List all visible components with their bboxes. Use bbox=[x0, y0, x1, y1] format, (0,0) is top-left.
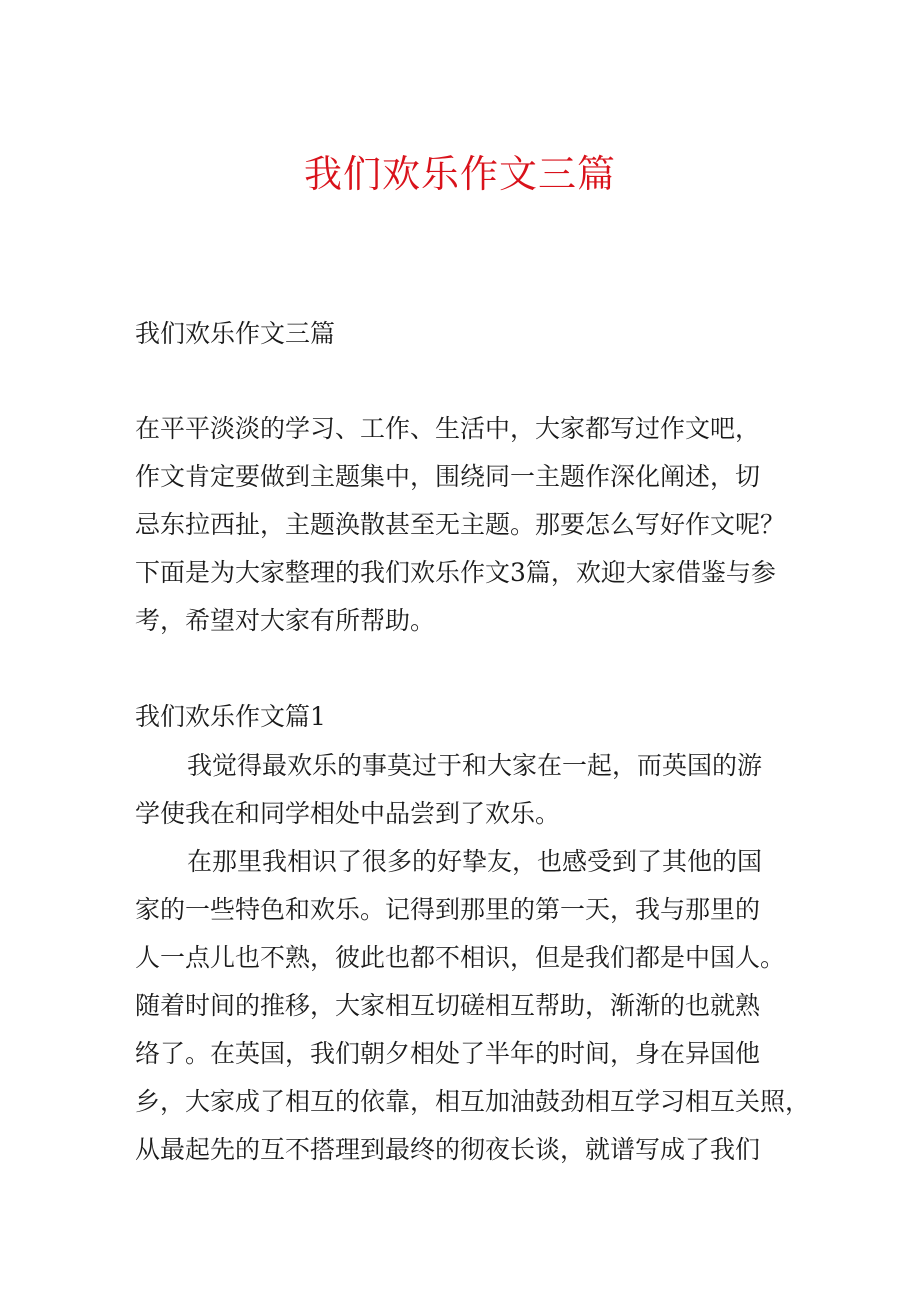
intro-line: 考，希望对大家有所帮助。 bbox=[135, 606, 436, 635]
paragraph-line: 从最起先的互不搭理到最终的彻夜长谈，就谱写成了我们 bbox=[135, 1135, 761, 1164]
paragraph-line: 络了。在英国，我们朝夕相处了半年的时间，身在异国他 bbox=[135, 1039, 761, 1068]
document-subtitle: 我们欢乐作文三篇 bbox=[135, 319, 336, 348]
paragraph-line: 学使我在和同学相处中品尝到了欢乐。 bbox=[135, 799, 561, 828]
paragraph-line: 人一点儿也不熟，彼此也都不相识，但是我们都是中国人。 bbox=[135, 943, 786, 972]
intro-line: 下面是为大家整理的我们欢乐作文3篇，欢迎大家借鉴与参 bbox=[135, 558, 776, 587]
paragraph-line: 在那里我相识了很多的好挚友，也感受到了其他的国 bbox=[187, 847, 763, 876]
paragraph-line: 随着时间的推移，大家相互切磋相互帮助，渐渐的也就熟 bbox=[135, 991, 761, 1020]
body-paragraph-2 bbox=[135, 838, 811, 1174]
intro-line: 作文肯定要做到主题集中，围绕同一主题作深化阐述，切 bbox=[135, 462, 761, 491]
paragraph-line: 乡，大家成了相互的依靠，相互加油鼓劲相互学习相互关照， bbox=[135, 1087, 811, 1116]
document-title: 我们欢乐作文三篇 bbox=[303, 152, 616, 196]
intro-line: 在平平淡淡的学习、工作、生活中，大家都写过作文吧， bbox=[135, 414, 761, 443]
body-paragraph-1 bbox=[135, 742, 795, 838]
intro-paragraph bbox=[135, 405, 795, 645]
paragraph-line: 家的一些特色和欢乐。记得到那里的第一天，我与那里的 bbox=[135, 895, 761, 924]
paragraph-line: 我觉得最欢乐的事莫过于和大家在一起，而英国的游 bbox=[187, 751, 763, 780]
section-heading: 我们欢乐作文篇1 bbox=[135, 702, 326, 731]
intro-line: 忌东拉西扯，主题涣散甚至无主题。那要怎么写好作文呢？ bbox=[135, 510, 786, 539]
